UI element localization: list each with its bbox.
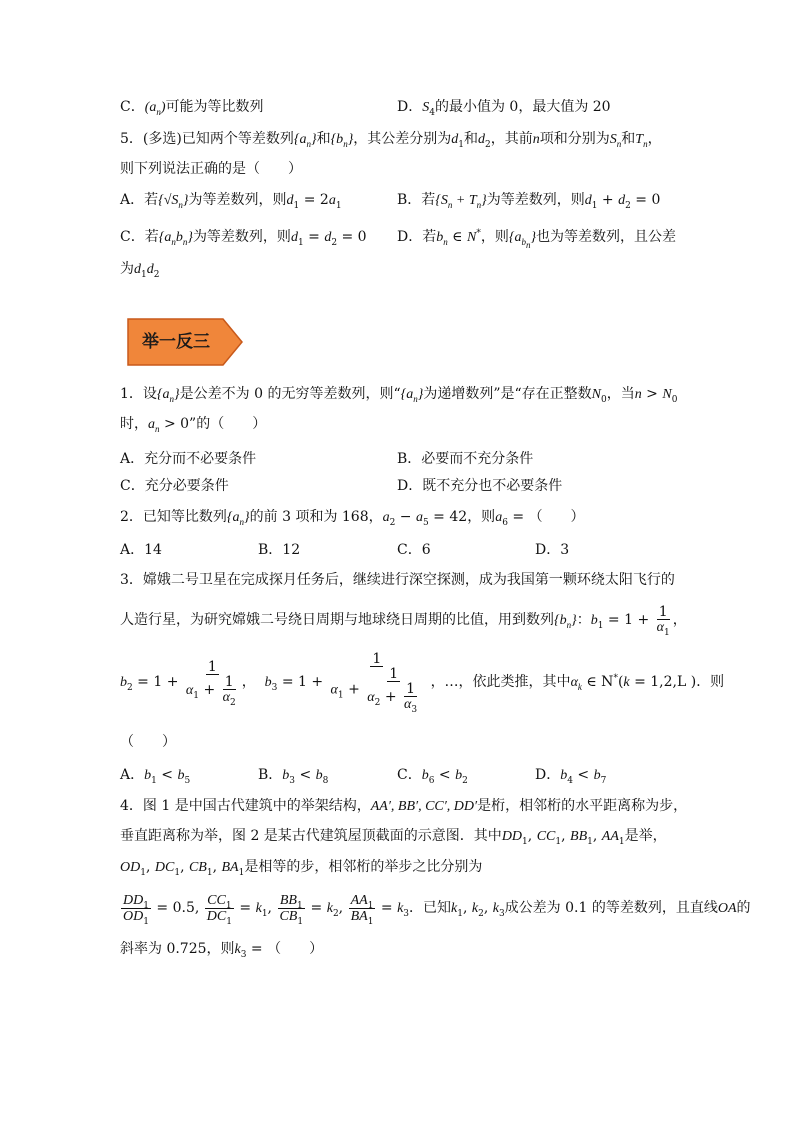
q3-option-a: A．$b_1 < b_5$	[120, 767, 191, 786]
q5-option-b: B．若$\{S_n + T_n\}$为等差数列，则$d_1 + d_2 = 0$	[397, 192, 661, 211]
section-badge	[127, 318, 243, 366]
q3-answer-paren: （ ）	[120, 734, 176, 750]
q2-option-c: C．6	[397, 542, 431, 558]
q5-stem-line2: 则下列说法正确的是（ ）	[120, 161, 302, 177]
q1-option-c: C．充分必要条件	[120, 478, 229, 494]
q5-option-c: C．若$\{a_nb_n\}$为等差数列，则$d_1 = d_2 = 0$	[120, 229, 367, 248]
prev-option-c: C．$(a_n)$可能为等比数列	[120, 99, 264, 117]
q3-option-c: C．$b_6 < b_2$	[397, 767, 468, 786]
q4-stem-line2: 垂直距离称为举，图 2 是某古代建筑屋顶截面的示意图．其中$DD_1$, $CC_1$, $BB_1$, $AA_1$是举，	[120, 828, 667, 847]
prev-option-d: D．$S_4$的最小值为 0，最大值为 20	[397, 99, 611, 118]
q5-option-a: A．若$\{√S_n\}$为等差数列，则$d_1 = 2a_1$	[120, 192, 342, 211]
q3-option-b: B．$b_3 < b_8$	[258, 767, 329, 786]
q4-ratio-line: $\frac{DD_1}{OD_1}$ = 0.5, $\frac{CC_1}{DC_1}$ = $k_1$, $\frac{BB_1}{CB_1}$ = $k_2$, $\frac{AA_1}{BA_1}$ = $k_3$．已知$k_1$, $k_2$, $k_3$成公差为 0.1 的等差数列，且直线OA的	[123, 892, 751, 927]
q3-formula-line: $b_2 = 1$ + 1 $\alpha_1$ + $\frac{1}{\alpha_2}$ ， $b_3 = 1$ + 1 $\alpha_1$ + 1 $\alpha_2$ + $\frac{1}{\alpha_3}$ ，…，依此类推，其中$\alpha_k$ ∈ N*(k = 1,2,L )．则	[120, 651, 725, 715]
q2-option-b: B．12	[258, 542, 301, 558]
q1-option-a: A．充分而不必要条件	[120, 451, 257, 467]
q3-option-d: D．$b_4 < b_7$	[535, 767, 607, 786]
section-badge-label: 举一反三	[142, 332, 210, 352]
q3-stem-line1: 3．嫦娥二号卫星在完成探月任务后，继续进行深空探测，成为我国第一颗环绕太阳飞行的	[120, 572, 675, 588]
q4-stem-line5: 斜率为 0.725，则$k_3$ = （ ）	[120, 941, 324, 960]
q5-option-d: D．若$b_n$ ∈ N*，则$\{a_{b_n}\}$也为等差数列，且公差	[397, 228, 677, 250]
q2-option-d: D．3	[535, 542, 570, 558]
q3-stem-line2: 人造行星，为研究嫦娥二号绕日周期与地球绕日周期的比值，用到数列$\{b_n\}$：$b_1 = 1$ + $\frac{1}{\alpha_1}$ ，	[120, 604, 687, 638]
q5-option-d-cont: 为$d_1d_2$	[120, 261, 160, 280]
q4-stem-line1: 4．图 1 是中国古代建筑中的举架结构，AA′, BB′, CC′, DD′是桁，相邻桁的水平距离称为步，	[120, 798, 688, 814]
q1-stem-line2: 时，$a_n > 0$”的（ ）	[120, 416, 267, 434]
q1-option-d: D．既不充分也不必要条件	[397, 478, 563, 494]
q1-stem-line1: 1．设$\{a_n\}$是公差不为 0 的无穷等差数列，则“$\{a_n\}$为递增数列”是“存在正整数$N_0$，当$n > N_0$	[120, 386, 678, 405]
q1-option-b: B．必要而不充分条件	[397, 451, 534, 467]
q5-stem-line1: 5．(多选)已知两个等差数列$\{a_n\}$和$\{b_n\}$，其公差分别为$d_1$和$d_2$，其前n项和分别为$S_n$和$T_n$，	[120, 131, 662, 150]
q4-stem-line3: $OD_1$, $DC_1$, $CB_1$, $BA_1$是相等的步，相邻桁的举步之比分别为	[120, 859, 483, 878]
q2-stem: 2．已知等比数列$\{a_n\}$的前 3 项和为 168，$a_2 - a_5 = 42$，则$a_6$ = （ ）	[120, 509, 585, 528]
q2-option-a: A．14	[120, 542, 162, 558]
